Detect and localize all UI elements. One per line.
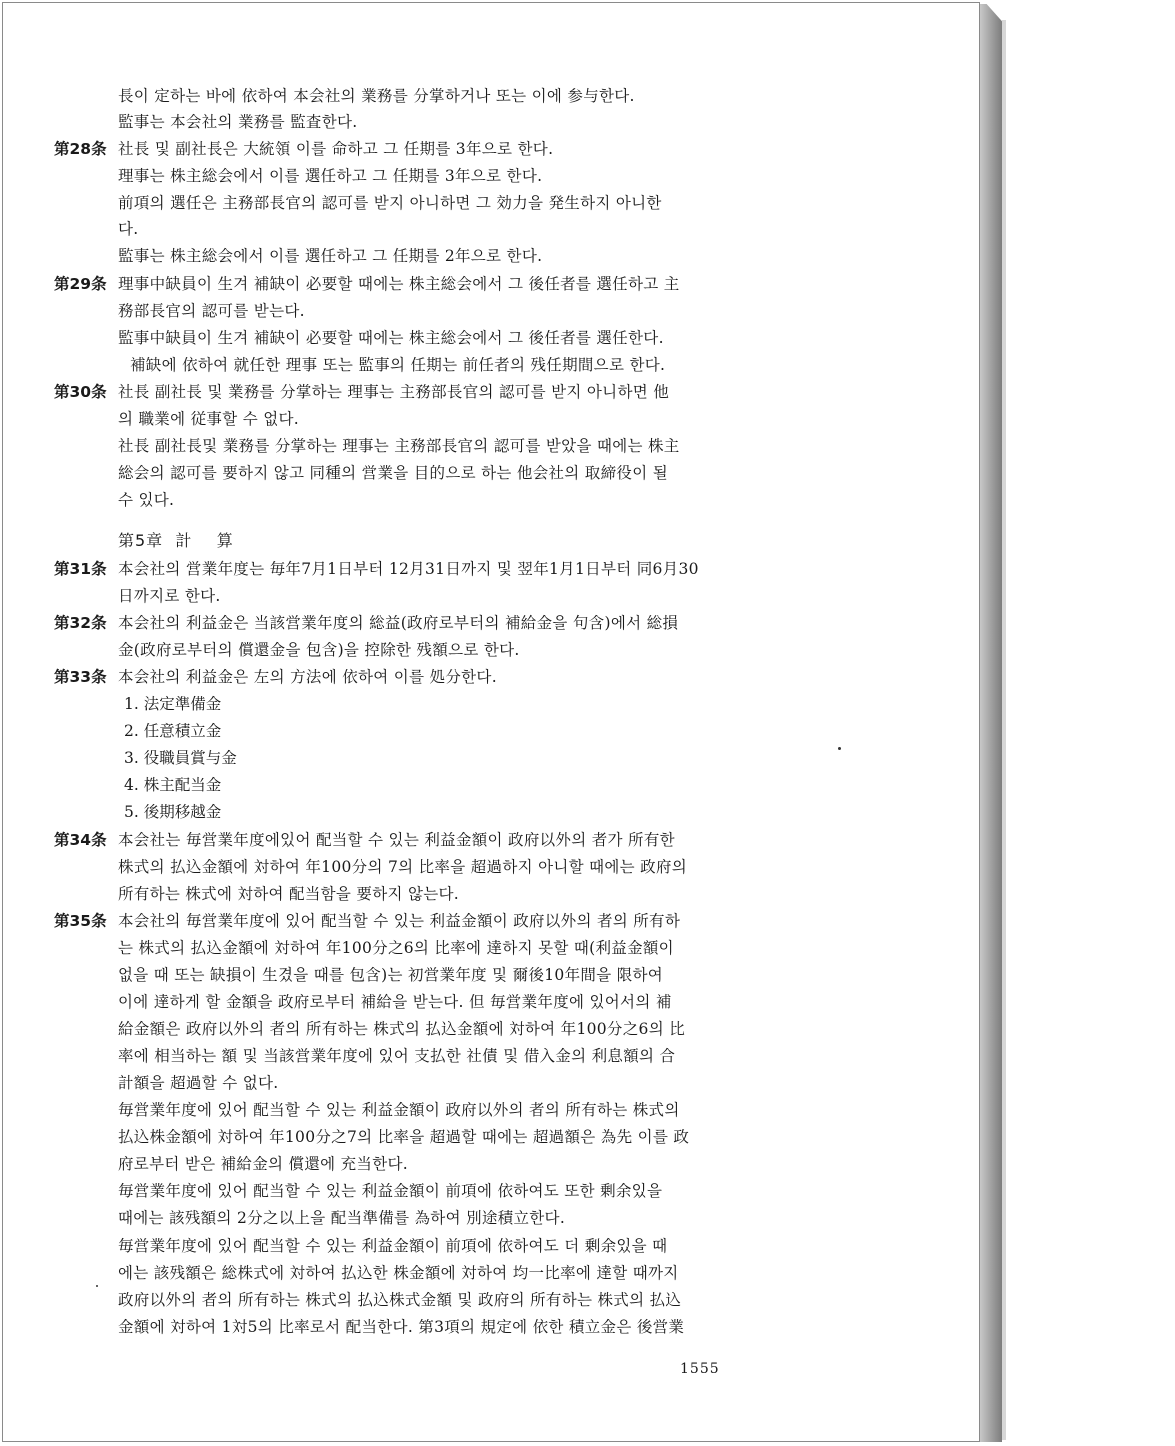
text-line: 毎営業年度에 있어 配当할 수 있는 利益金額이 前項에 依하여도 또한 剰余있을: [118, 1182, 663, 1200]
text-line: 給金額은 政府以外의 者의 所有하는 株式의 払込金額에 対하여 年100分之6의 比: [118, 1020, 685, 1038]
text-line: 本会社의 営業年度는 毎年7月1日부터 12月31日까지 및 翌年1月1日부터 同6月30: [118, 560, 699, 578]
text-line: 総会의 認可를 要하지 않고 同種의 営業을 目的으로 하는 他会社의 取締役이 될: [118, 464, 668, 482]
text-line: 에는 該残額은 総株式에 対하여 払込한 株金額에 対하여 均一比率에 達할 때까지: [118, 1264, 679, 1282]
text-line: 府로부터 받은 補給金의 償還에 充当한다.: [118, 1155, 408, 1173]
text-line: 日까지로 한다.: [118, 587, 221, 605]
text-line: 監事는 株主総会에서 이를 選任하고 그 任期를 2年으로 한다.: [118, 247, 543, 265]
text-line: 때에는 該残額의 2分之以上을 配当準備를 為하여 別途積立한다.: [118, 1209, 566, 1227]
article-label-30: 第30条: [54, 383, 107, 401]
text-line: 다.: [118, 220, 139, 238]
page-shadow: [1002, 20, 1006, 1440]
text-line: 의 職業에 従事할 수 없다.: [118, 410, 299, 428]
text-line: 本会社의 毎営業年度에 있어 配当할 수 있는 利益金額이 政府以外의 者의 所有하: [118, 912, 681, 930]
list-item: 1. 法定準備金: [124, 695, 222, 713]
text-line: 本会社의 利益金은 当該営業年度의 総益(政府로부터의 補給金을 句含)에서 総損: [118, 614, 679, 632]
list-item: 2. 任意積立金: [124, 722, 222, 740]
text-line: 所有하는 株式에 対하여 配当함을 要하지 않는다.: [118, 885, 460, 903]
text-line: 社長 및 副社長은 大統領 이를 命하고 그 任期를 3年으로 한다.: [118, 140, 554, 158]
text-line: 金(政府로부터의 償還金을 包含)을 控除한 残額으로 한다.: [118, 641, 520, 659]
text-line: 는 株式의 払込金額에 対하여 年100分之6의 比率에 達하지 못할 때(利益金額이: [118, 939, 674, 957]
list-item: 3. 役職員賞与金: [124, 749, 237, 767]
text-line: 毎営業年度에 있어 配当할 수 있는 利益金額이 前項에 依하여도 더 剰余있을 때: [118, 1237, 668, 1255]
article-label-31: 第31条: [54, 560, 107, 578]
text-line: 長이 定하는 바에 依하여 本会社의 業務를 分掌하거나 또는 이에 参与한다.: [118, 87, 635, 105]
text-line: 本会社는 毎営業年度에있어 配当할 수 있는 利益金額이 政府以外의 者가 所有한: [118, 831, 675, 849]
text-line: 이에 達하게 할 金額을 政府로부터 補給을 받는다. 但 毎営業年度에 있어서의 補: [118, 993, 672, 1011]
text-line: 理事中缺員이 生겨 補缺이 必要할 때에는 株主総会에서 그 後任者를 選任하고 主: [118, 275, 680, 293]
page-stack-edge: [980, 4, 1002, 1442]
text-line: 金額에 対하여 1対5의 比率로서 配当한다. 第3項의 規定에 依한 積立金은 後営業: [118, 1318, 685, 1336]
scan-speck: [96, 1285, 98, 1287]
text-line: 補缺에 依하여 就任한 理事 또는 監事의 任期는 前任者의 残任期間으로 한다.: [130, 356, 666, 374]
text-line: 監事는 本会社의 業務를 監査한다.: [118, 113, 358, 131]
text-line: 前項의 選任은 主務部長官의 認可를 받지 아니하면 그 効力을 発生하지 아니한: [118, 194, 662, 212]
list-item: 4. 株主配当金: [124, 776, 222, 794]
text-line: 率에 相当하는 額 및 当該営業年度에 있어 支払한 社債 및 借入金의 利息額의 合: [118, 1047, 676, 1065]
article-label-33: 第33条: [54, 668, 107, 686]
list-item: 5. 後期移越金: [124, 803, 222, 821]
article-label-35: 第35条: [54, 912, 107, 930]
text-line: 株式의 払込金額에 対하여 年100分의 7의 比率을 超過하지 아니할 때에는 政府의: [118, 858, 688, 876]
text-line: 払込株金額에 対하여 年100分之7의 比率을 超過할 때에는 超過額은 為先 이를 政: [118, 1128, 690, 1146]
text-line: 計額을 超過할 수 없다.: [118, 1074, 279, 1092]
text-line: 監事中缺員이 生겨 補缺이 必要할 때에는 株主総会에서 그 後任者를 選任한다.: [118, 329, 664, 347]
article-label-28: 第28条: [54, 140, 107, 158]
text-line: 政府以外의 者의 所有하는 株式의 払込株式金額 및 政府의 所有하는 株式의 払込: [118, 1291, 682, 1309]
article-label-34: 第34条: [54, 831, 107, 849]
page-number: 1555: [680, 1361, 720, 1377]
article-label-29: 第29条: [54, 275, 107, 293]
text-line: 務部長官의 認可를 받는다.: [118, 302, 305, 320]
text-line: 없을 때 또는 缺損이 生겼을 때를 包含)는 初営業年度 및 爾後10年間을 限하여: [118, 966, 664, 984]
text-line: 本会社의 利益金은 左의 方法에 依하여 이를 処分한다.: [118, 668, 497, 686]
text-line: 社長 副社長및 業務를 分掌하는 理事는 主務部長官의 認可를 받았을 때에는 株主: [118, 437, 680, 455]
article-label-32: 第32条: [54, 614, 107, 632]
text-line: 수 있다.: [118, 491, 175, 509]
chapter-heading: 第5章 計 算: [118, 531, 234, 550]
text-line: 理事는 株主総会에서 이를 選任하고 그 任期를 3年으로 한다.: [118, 167, 543, 185]
scan-speck: [838, 747, 841, 750]
text-line: 毎営業年度에 있어 配当할 수 있는 利益金額이 政府以外의 者의 所有하는 株式의: [118, 1101, 680, 1119]
text-line: 社長 副社長 및 業務를 分掌하는 理事는 主務部長官의 認可를 받지 아니하면 他: [118, 383, 670, 401]
